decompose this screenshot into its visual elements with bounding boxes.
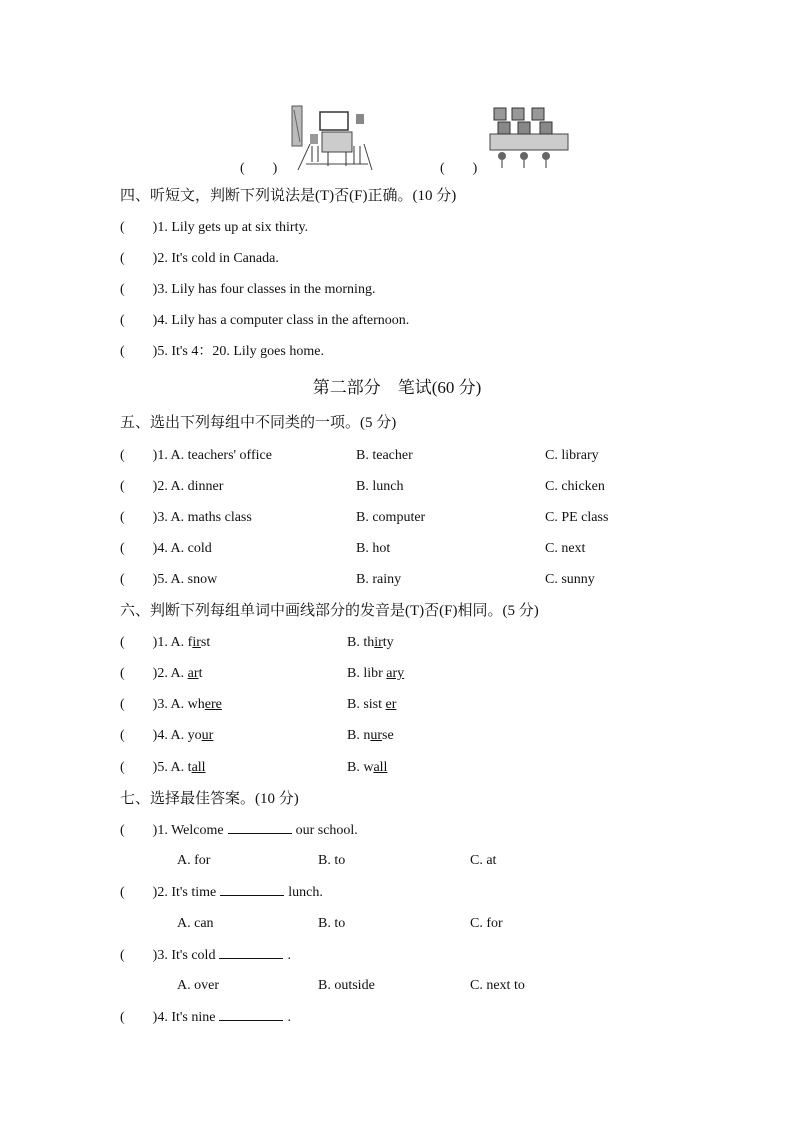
sec6-q5-b: B. wall xyxy=(347,760,388,775)
sec5-q5-b: B. rainy xyxy=(356,572,402,587)
sec7-q2-c: C. for xyxy=(470,916,503,931)
sec5-q3-c: C. PE class xyxy=(545,510,609,525)
sec5-q1-b: B. teacher xyxy=(356,448,413,463)
sec7-q1: ( )1. Welcome our school. xyxy=(120,823,358,838)
sec5-q5: ( )5. A. snow xyxy=(120,572,218,587)
sec5-q3-b: B. computer xyxy=(356,510,426,525)
picture-answer-paren-right[interactable]: ( ) xyxy=(440,161,478,176)
sec5-q4-b: B. hot xyxy=(356,541,391,556)
sec5-q2-c: C. chicken xyxy=(545,479,605,494)
computer-room-picture-icon xyxy=(488,104,570,170)
sec6-q4-b: B. nurse xyxy=(347,728,394,743)
answer-blank[interactable] xyxy=(219,1008,283,1021)
sec5-q2-b: B. lunch xyxy=(356,479,404,494)
sec6-q1-a: ( )1. A. first xyxy=(120,635,211,650)
sec7-q1-a: A. for xyxy=(177,853,211,868)
sec5-q1-c: C. library xyxy=(545,448,599,463)
sec6-q5-a: ( )5. A. tall xyxy=(120,760,206,775)
section-7-heading: 七、选择最佳答案。(10 分) xyxy=(120,791,299,807)
sec7-q1-b: B. to xyxy=(318,853,346,868)
sec6-q3-a: ( )3. A. where xyxy=(120,697,222,712)
sec4-item-5: ( )5. It's 4：20. Lily goes home. xyxy=(120,344,324,359)
sec7-q3-b: B. outside xyxy=(318,978,375,993)
sec4-item-1: ( )1. Lily gets up at six thirty. xyxy=(120,220,309,235)
sec7-q3-a: A. over xyxy=(177,978,219,993)
sec4-item-3: ( )3. Lily has four classes in the morning. xyxy=(120,282,376,297)
sec7-q3-c: C. next to xyxy=(470,978,525,993)
section-6-heading: 六、判断下列每组单词中画线部分的发音是(T)否(F)相同。(5 分) xyxy=(120,603,539,619)
sec7-q2-a: A. can xyxy=(177,916,214,931)
sec5-q4-c: C. next xyxy=(545,541,586,556)
sec4-item-4: ( )4. Lily has a computer class in the afternoon. xyxy=(120,313,410,328)
sec5-q2: ( )2. A. dinner xyxy=(120,479,224,494)
answer-blank[interactable] xyxy=(219,946,283,959)
sec7-q1-c: C. at xyxy=(470,853,497,868)
sec5-q1: ( )1. A. teachers' office xyxy=(120,448,272,463)
part-2-title: 第二部分 笔试(60 分) xyxy=(312,378,482,397)
picture-answer-paren-left[interactable]: ( ) xyxy=(240,161,278,176)
section-4-heading: 四、听短文，判断下列说法是(T)否(F)正确。(10 分) xyxy=(120,188,457,204)
sec5-q4: ( )4. A. cold xyxy=(120,541,212,556)
sec6-q1-b: B. thirty xyxy=(347,635,394,650)
sec5-q3: ( )3. A. maths class xyxy=(120,510,252,525)
sec6-q2-b: B. libr ary xyxy=(347,666,405,681)
classroom-picture-icon xyxy=(288,104,374,170)
sec4-item-2: ( )2. It's cold in Canada. xyxy=(120,251,279,266)
sec7-q2: ( )2. It's time lunch. xyxy=(120,885,323,900)
sec5-q5-c: C. sunny xyxy=(545,572,595,587)
sec7-q4: ( )4. It's nine . xyxy=(120,1010,291,1025)
sec7-q3: ( )3. It's cold . xyxy=(120,948,291,963)
answer-blank[interactable] xyxy=(228,821,292,834)
answer-blank[interactable] xyxy=(220,883,284,896)
sec6-q3-b: B. sist er xyxy=(347,697,397,712)
sec6-q4-a: ( )4. A. your xyxy=(120,728,214,743)
sec7-q2-b: B. to xyxy=(318,916,346,931)
section-5-heading: 五、选出下列每组中不同类的一项。(5 分) xyxy=(120,415,397,431)
sec6-q2-a: ( )2. A. art xyxy=(120,666,203,681)
